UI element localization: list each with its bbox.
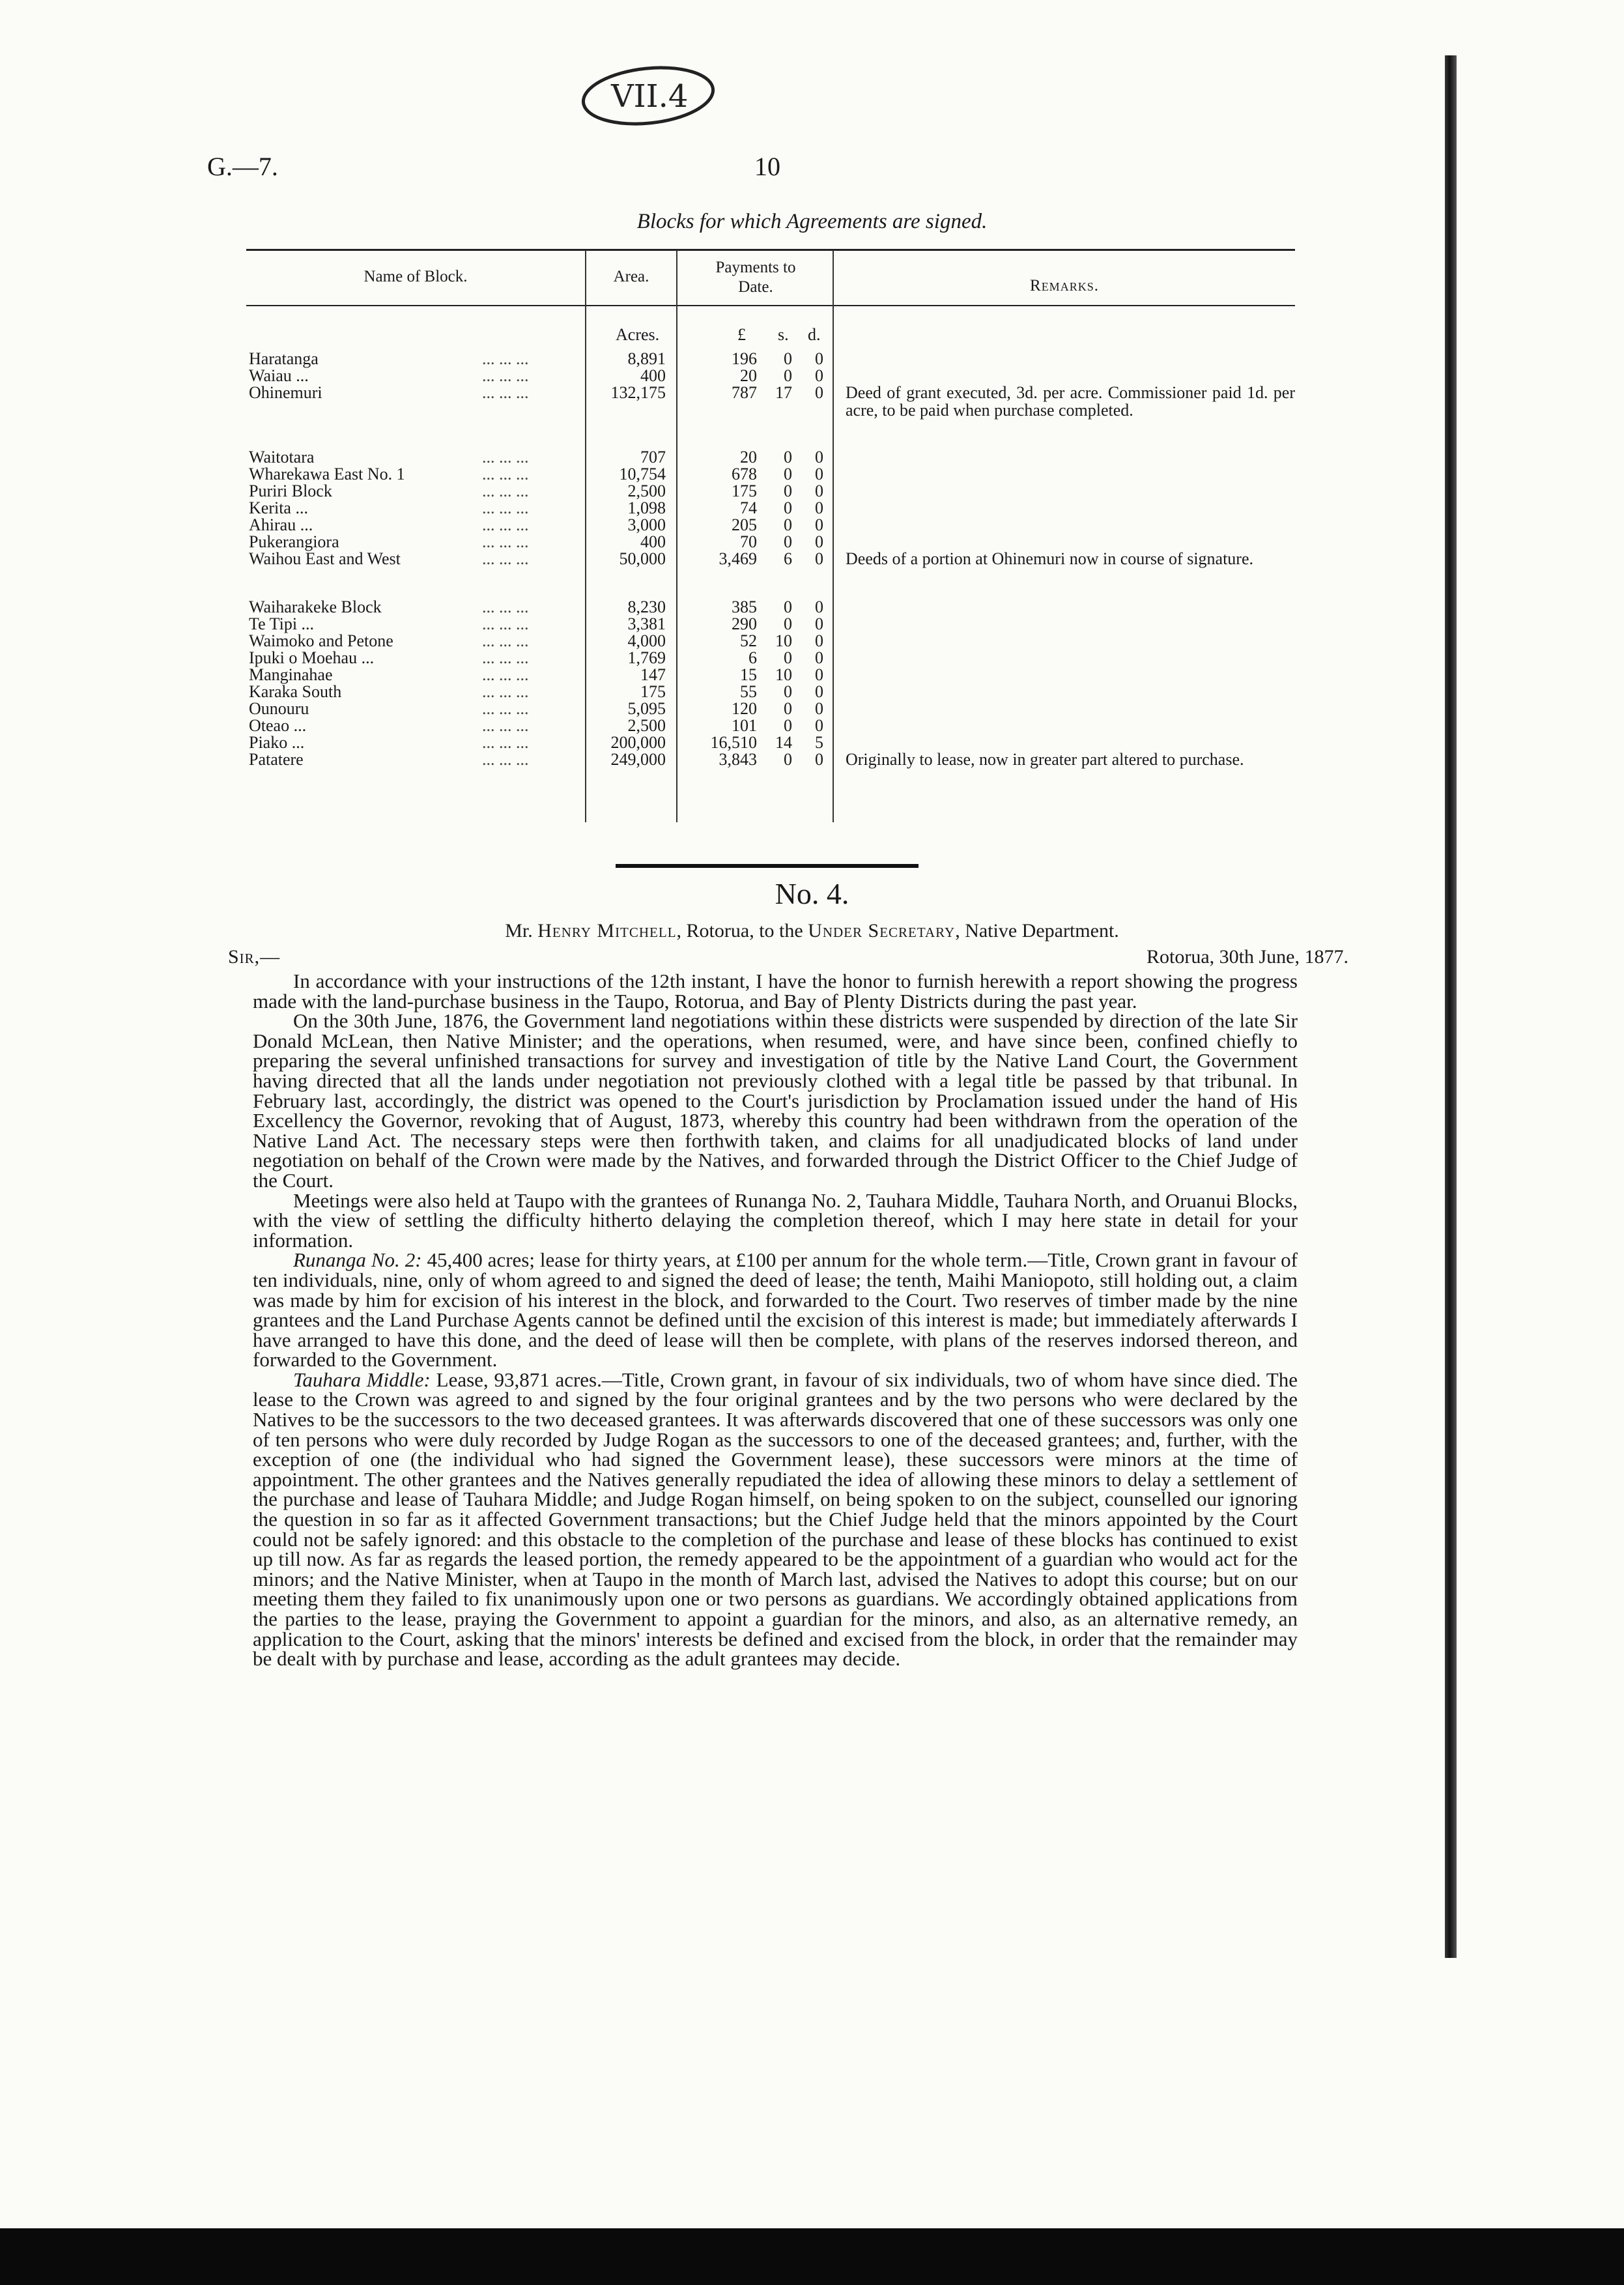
paragraph: On the 30th June, 1876, the Government land negotiations within these districts were suspended by direction of the late Sir Donald McLean, then Native Minister; and the operations, when resumed, were, and have since been, confined chiefly to preparing the several unfinished transactions for survey and investigation of title by the Native Land Court, the Government having directed that all the lands under negotiation not previously clothed with a legal title be passed by that tribunal. In February last, accordingly, the district was opened to the Court's jurisdiction by Proclamation issued under the hand of His Excellency the Governor, revoking that of August, 1873, whereby this country had been withdrawn from the operation of the Native Land Act. The necessary steps were then forthwith taken, and claims for all unadjudicated blocks of land under negotiation on behalf of the Crown were made by the Natives, and forwarded through the District Officer to the Chief Judge of the Court. — [253, 1009, 1298, 1192]
shillings-value: 14 — [775, 733, 792, 752]
pence-value: 0 — [815, 631, 823, 650]
pounds-value: 205 — [732, 515, 757, 534]
dot-leaders: ... ... ... — [482, 665, 529, 684]
area-value: 132,175 — [610, 383, 666, 402]
pounds-value: 20 — [740, 366, 757, 385]
dot-leaders: ... ... ... — [482, 383, 529, 402]
pence-value: 5 — [815, 733, 823, 752]
pounds-value: 787 — [732, 383, 757, 402]
block-name: Puriri Block — [249, 481, 332, 500]
letter-subheading: Mr. Henry Mitchell, Rotorua, to the Under Secretary, Native Department. — [505, 920, 1119, 941]
area-value: 50,000 — [619, 549, 666, 568]
block-name: Waimoko and Petone — [249, 631, 393, 650]
table-header-rule — [246, 305, 1295, 306]
pence-value: 0 — [815, 481, 823, 500]
pence-value: 0 — [815, 532, 823, 551]
column-header-area: Area. — [613, 268, 649, 285]
area-value: 8,230 — [627, 597, 666, 616]
block-name: Waiharakeke Block — [249, 597, 382, 616]
paragraph: Runanga No. 2: 45,400 acres; lease for thirty years, at £100 per annum for the whole term.—Title, Crown grant in favour of ten individuals, nine, only of whom agreed to and signed the deed of lease; the tenth, Maihi Maniopoto, still holding out, a claim was made by him for excision of his interest in the block, and forwarded to the Court. Two reserves of timber made by the nine grantees and the Land Purchase Agents cannot be defined until the excision of this interest is made; but immediately afterwards I have arranged to have this done, and the deed of lease will then be complete, with plans of the reserves indorsed thereon, and forwarded to the Government. — [253, 1248, 1298, 1372]
area-value: 175 — [640, 682, 666, 701]
pounds-value: 20 — [740, 448, 757, 467]
block-name: Te Tipi ... — [249, 614, 315, 633]
paragraph: Meetings were also held at Taupo with the grantees of Runanga No. 2, Tauhara Middle, Tauhara North, and Oruanui Blocks, with the view of settling the difficulty hitherto delaying the completion thereof, which I may here state in detail for your information. — [253, 1188, 1298, 1252]
area-value: 400 — [640, 532, 666, 551]
remarks-text: Deed of grant executed, 3d. per acre. Commissioner paid 1d. per acre, to be paid when purchase completed. — [846, 383, 1295, 420]
pounds-value: 678 — [732, 465, 757, 483]
dot-leaders: ... ... ... — [482, 498, 529, 517]
shillings-value: 0 — [784, 349, 792, 368]
shillings-value: 0 — [784, 515, 792, 534]
dot-leaders: ... ... ... — [482, 597, 529, 616]
pence-value: 0 — [815, 716, 823, 735]
dot-leaders: ... ... ... — [482, 481, 529, 500]
shillings-value: 0 — [784, 448, 792, 467]
pounds-value: 16,510 — [710, 733, 757, 752]
block-name: Ounouru — [249, 699, 309, 718]
block-name: Waihou East and West — [249, 549, 401, 568]
pounds-value: 70 — [740, 532, 757, 551]
scan-bottom-border — [0, 2228, 1624, 2285]
letter-date: Rotorua, 30th June, 1877. — [1147, 946, 1348, 968]
pence-value: 0 — [815, 465, 823, 483]
pence-value: 0 — [815, 597, 823, 616]
column-header-payments: Payments to Date. — [715, 259, 796, 296]
pence-value: 0 — [815, 549, 823, 568]
area-value: 8,891 — [627, 349, 666, 368]
pounds-value: 55 — [740, 682, 757, 701]
block-name: Oteao ... — [249, 716, 307, 735]
shillings-value: 0 — [784, 682, 792, 701]
column-header-name: Name of Block. — [363, 268, 468, 285]
pounds-value: 120 — [732, 699, 757, 718]
block-name: Manginahae — [249, 665, 333, 684]
block-name: Karaka South — [249, 682, 342, 701]
dot-leaders: ... ... ... — [482, 750, 529, 769]
area-value: 200,000 — [610, 733, 666, 752]
block-name: Waitotara — [249, 448, 315, 467]
shillings-value: 10 — [775, 631, 792, 650]
pence-value: 0 — [815, 498, 823, 517]
letter-body — [253, 971, 1298, 1669]
column-header-remarks: Remarks. — [1030, 277, 1099, 295]
dot-leaders: ... ... ... — [482, 366, 529, 385]
pounds-value: 6 — [748, 648, 757, 667]
pounds-value: 52 — [740, 631, 757, 650]
dot-leaders: ... ... ... — [482, 465, 529, 483]
shillings-value: 0 — [784, 532, 792, 551]
block-name: Wharekawa East No. 1 — [249, 465, 405, 483]
pence-value: 0 — [815, 648, 823, 667]
page-number: 10 — [754, 152, 780, 181]
pounds-value: 101 — [732, 716, 757, 735]
paragraph: In accordance with your instructions of the 12th instant, I have the honor to furnish herewith a report showing the progress made with the land-purchase business in the Taupo, Rotorua, and Bay of Plenty Districts during the past year. — [253, 970, 1298, 1013]
remarks-text: Deeds of a portion at Ohinemuri now in course of signature. — [846, 549, 1254, 568]
block-name: Patatere — [249, 750, 304, 769]
unit-acres: Acres. — [616, 325, 660, 344]
section-rule — [616, 864, 919, 868]
shillings-value: 0 — [784, 465, 792, 483]
pounds-value: 175 — [732, 481, 757, 500]
pence-value: 0 — [815, 614, 823, 633]
shillings-value: 0 — [784, 597, 792, 616]
column-divider — [676, 250, 677, 822]
dot-leaders: ... ... ... — [482, 614, 529, 633]
area-value: 1,098 — [627, 498, 666, 517]
dot-leaders: ... ... ... — [482, 448, 529, 467]
shillings-value: 17 — [775, 383, 792, 402]
shillings-value: 0 — [784, 716, 792, 735]
block-name: Pukerangiora — [249, 532, 339, 551]
block-name: Kerita ... — [249, 498, 308, 517]
area-value: 249,000 — [610, 750, 666, 769]
pounds-value: 196 — [732, 349, 757, 368]
dot-leaders: ... ... ... — [482, 515, 529, 534]
block-name: Ahirau ... — [249, 515, 313, 534]
dot-leaders: ... ... ... — [482, 716, 529, 735]
shillings-value: 0 — [784, 498, 792, 517]
shillings-value: 10 — [775, 665, 792, 684]
unit-shillings: s. — [778, 325, 789, 344]
shillings-value: 0 — [784, 648, 792, 667]
dot-leaders: ... ... ... — [482, 682, 529, 701]
pence-value: 0 — [815, 699, 823, 718]
column-divider — [833, 250, 834, 822]
page-edge-shadow — [1445, 55, 1457, 1958]
dot-leaders: ... ... ... — [482, 349, 529, 368]
pounds-value: 3,469 — [719, 549, 757, 568]
pence-value: 0 — [815, 383, 823, 402]
shillings-value: 0 — [784, 750, 792, 769]
section-heading: No. 4. — [775, 877, 849, 910]
handwritten-stamp — [573, 60, 723, 132]
shillings-value: 0 — [784, 366, 792, 385]
pence-value: 0 — [815, 366, 823, 385]
pounds-value: 74 — [740, 498, 757, 517]
area-value: 400 — [640, 366, 666, 385]
pounds-value: 385 — [732, 597, 757, 616]
pence-value: 0 — [815, 515, 823, 534]
pence-value: 0 — [815, 750, 823, 769]
area-value: 3,000 — [627, 515, 666, 534]
stamp-text: VII.4 — [611, 78, 689, 115]
area-value: 10,754 — [619, 465, 666, 483]
document-reference: G.—7. — [207, 152, 278, 181]
table-title: Blocks for which Agreements are signed. — [636, 210, 988, 233]
dot-leaders: ... ... ... — [482, 648, 529, 667]
area-value: 4,000 — [627, 631, 666, 650]
dot-leaders: ... ... ... — [482, 532, 529, 551]
dot-leaders: ... ... ... — [482, 631, 529, 650]
dot-leaders: ... ... ... — [482, 699, 529, 718]
dot-leaders: ... ... ... — [482, 733, 529, 752]
shillings-value: 0 — [784, 614, 792, 633]
area-value: 2,500 — [627, 716, 666, 735]
pounds-value: 15 — [740, 665, 757, 684]
block-name: Piako ... — [249, 733, 305, 752]
pence-value: 0 — [815, 665, 823, 684]
pence-value: 0 — [815, 682, 823, 701]
block-name: Waiau ... — [249, 366, 309, 385]
pence-value: 0 — [815, 349, 823, 368]
unit-pence: d. — [808, 325, 821, 344]
unit-pounds: £ — [737, 325, 746, 344]
area-value: 5,095 — [627, 699, 666, 718]
block-name: Haratanga — [249, 349, 319, 368]
block-name: Ipuki o Moehau ... — [249, 648, 375, 667]
block-name: Ohinemuri — [249, 383, 322, 402]
shillings-value: 0 — [784, 699, 792, 718]
salutation: Sir,— — [228, 946, 281, 968]
area-value: 1,769 — [627, 648, 666, 667]
pounds-value: 290 — [732, 614, 757, 633]
dot-leaders: ... ... ... — [482, 549, 529, 568]
area-value: 2,500 — [627, 481, 666, 500]
shillings-value: 6 — [784, 549, 792, 568]
pounds-value: 3,843 — [719, 750, 757, 769]
area-value: 707 — [640, 448, 666, 467]
area-value: 147 — [640, 665, 666, 684]
remarks-text: Originally to lease, now in greater part altered to purchase. — [846, 750, 1244, 769]
area-value: 3,381 — [627, 614, 666, 633]
shillings-value: 0 — [784, 481, 792, 500]
table-top-rule — [246, 249, 1295, 251]
paragraph: Tauhara Middle: Lease, 93,871 acres.—Title, Crown grant, in favour of six individuals, two of whom have since died. The lease to the Crown was agreed to and signed by the four original grantees and by the two persons who were declared by the Natives to be the successors to the two deceased grantees. It was afterwards discovered that one of these successors was only one of ten persons who were duly recorded by Judge Rogan as the successors to one of the deceased grantees; and, further, with the exception of one (the individual who had signed the Government lease), these successors were minors at the time of appointment. The other grantees and the Natives generally repudiated the idea of allowing these minors to delay a settlement of the purchase and lease of Tauhara Middle; and Judge Rogan himself, on being spoken to on the subject, counselled our ignoring the question in so far as it affected Government transactions; but the Chief Judge held that the minors appointed by the Court could not be safely ignored: and this obstacle to the completion of the purchase and lease of these blocks has continued to exist up till now. As far as regards the leased portion, the remedy appeared to be the appointment of a guardian who would act for the minors; and the Native Minister, when at Taupo in the month of March last, advised the Natives to adopt this course; but on our meeting them they failed to fix unanimously upon one or two persons as guardians. We accordingly obtained applications from the parties to the lease, praying the Government to appoint a guardian for the minors, and also, as an alternative remedy, an application to the Court, asking that the minors' interests be defined and excised from the block, in order that the remainder may be dealt with by purchase and lease, according as the adult grantees may decide. — [253, 1368, 1298, 1671]
pence-value: 0 — [815, 448, 823, 467]
